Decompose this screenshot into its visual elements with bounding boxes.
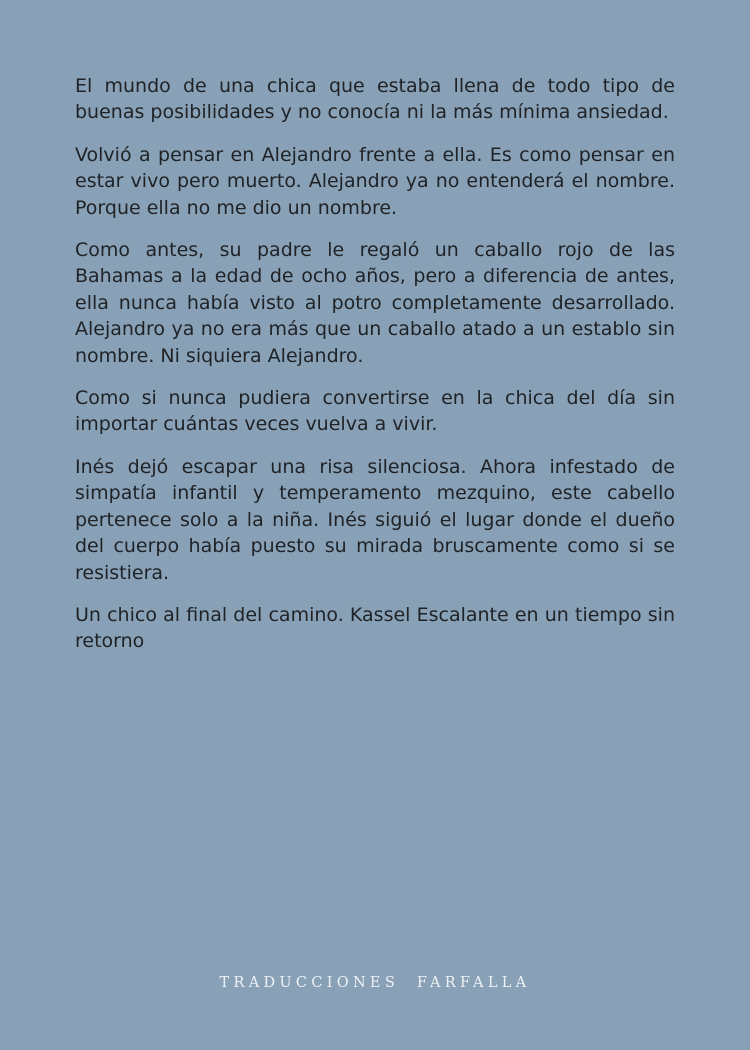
paragraph-4: Como si nunca pudiera convertirse en la chica del día sin importar cuántas veces vuelva a vivir.: [75, 387, 675, 436]
paragraph-1: El mundo de una chica que estaba llena de todo tipo de buenas posibilidades y no conocía ni la más mínima ansiedad.: [75, 75, 675, 124]
paragraph-3: Como antes, su padre le regaló un caballo rojo de las Bahamas a la edad de ocho años, pero a diferencia de antes, ella nunca había visto al potro completamente desarrollado. Alejandro ya no era más que un caballo atado a un establo sin nombre. Ni siquiera Alejandro.: [75, 239, 675, 367]
page-body: [75, 73, 675, 671]
paragraph-5: Inés dejó escapar una risa silenciosa. Ahora infestado de simpatía infantil y temperamento mezquino, este cabello pertenece solo a la niña. Inés siguió el lugar donde el dueño del cuerpo había puesto su mirada bruscamente como si se resistiera.: [75, 455, 675, 584]
footer-credit: TRADUCCIONES FARFALLA: [219, 975, 531, 991]
paragraph-2: Volvió a pensar en Alejandro frente a ella. Es como pensar en estar vivo pero muerto. Alejandro ya no entenderá el nombre. Porque ella no me dio un nombre.: [75, 143, 675, 219]
paragraph-6: Un chico al final del camino. Kassel Escalante en un tiempo sin retorno: [75, 603, 675, 653]
